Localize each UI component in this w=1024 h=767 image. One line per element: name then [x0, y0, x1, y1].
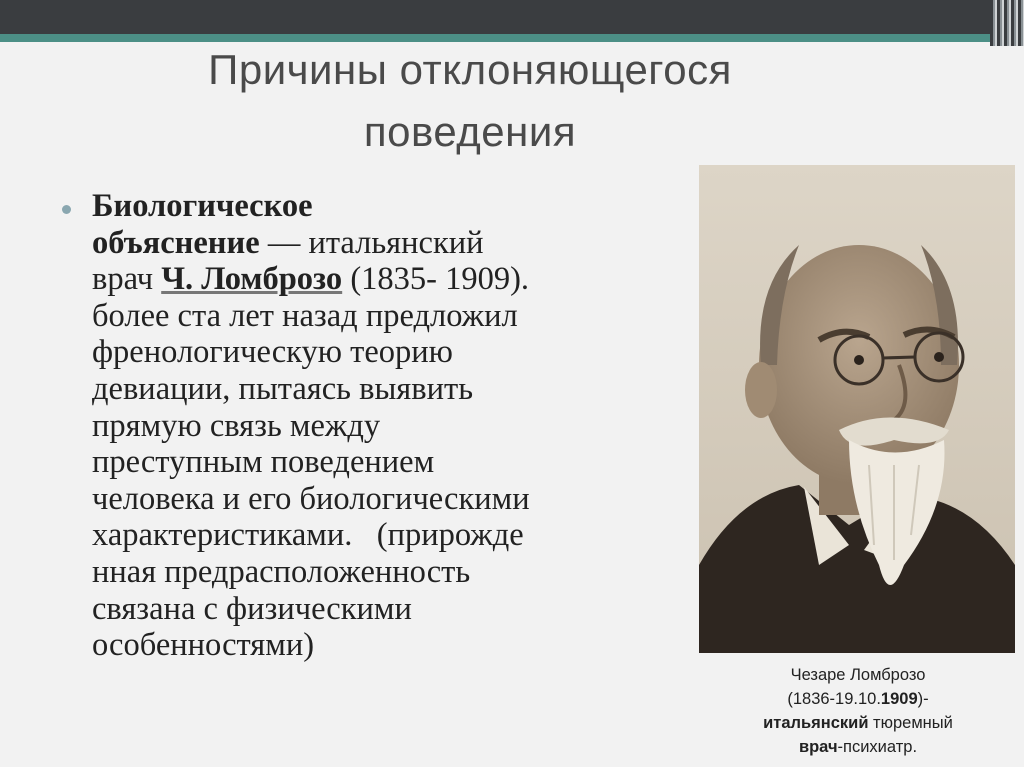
caption-prison: тюремный [868, 714, 953, 732]
bullet-line-12: связана с физическими [92, 590, 412, 627]
bullet-line-11: нная предрасположенность [92, 553, 471, 590]
portrait-caption [718, 663, 998, 759]
caption-line-1: Чезаре Ломброзо [790, 666, 926, 684]
bullet-line-1 [92, 188, 662, 225]
caption-line-4 [718, 735, 998, 759]
bullet-line-10: характеристиками. (прирожде [92, 517, 524, 554]
portrait-photo [699, 165, 1015, 653]
top-bar-edge-stripes [990, 0, 1024, 46]
bullet-line-7: прямую связь между [92, 407, 381, 444]
caption-doctor: врач [798, 738, 838, 756]
lombroso-link[interactable]: Ч. Ломброзо [161, 261, 343, 298]
top-bar-accent-stripe [0, 34, 1024, 42]
caption-line-3 [718, 711, 998, 735]
portrait-illustration [699, 165, 1015, 653]
caption-nationality: итальянский [763, 714, 869, 732]
caption-psychiatrist: -психиатр. [837, 738, 918, 756]
text-after-link: (1835- 1909). [342, 261, 530, 298]
bold-term-2: объяснение [92, 224, 260, 261]
text-after-bold: — итальянский [259, 224, 484, 261]
bullet-line-13: особенностями) [92, 627, 315, 664]
caption-date-b: )- [917, 690, 929, 708]
caption-year: 1909 [880, 690, 918, 708]
bullet-line-9: человека и его биологическими [92, 480, 530, 517]
text-before-link: врач [92, 261, 162, 298]
caption-line-2 [718, 687, 998, 711]
slide-title-line-2: поведения [363, 108, 577, 155]
caption-date-a: (1836-19.10. [787, 690, 881, 708]
bullet-line-5: френологическую теорию [92, 334, 453, 371]
top-bar [0, 0, 1024, 34]
slide-title-line-1: Причины отклоняющегося [208, 46, 732, 93]
bullet-line-3 [92, 261, 662, 298]
bullet-text [92, 188, 662, 664]
bullet-line-2 [92, 225, 662, 262]
bullet-line-4: более ста лет назад предложил [92, 297, 518, 334]
bullet-line-6: девиации, пытаясь выявить [92, 370, 474, 407]
bold-term-1: Биологическое [92, 188, 313, 224]
bullet-line-8: преступным поведением [92, 444, 435, 481]
bullet-icon [62, 205, 71, 214]
